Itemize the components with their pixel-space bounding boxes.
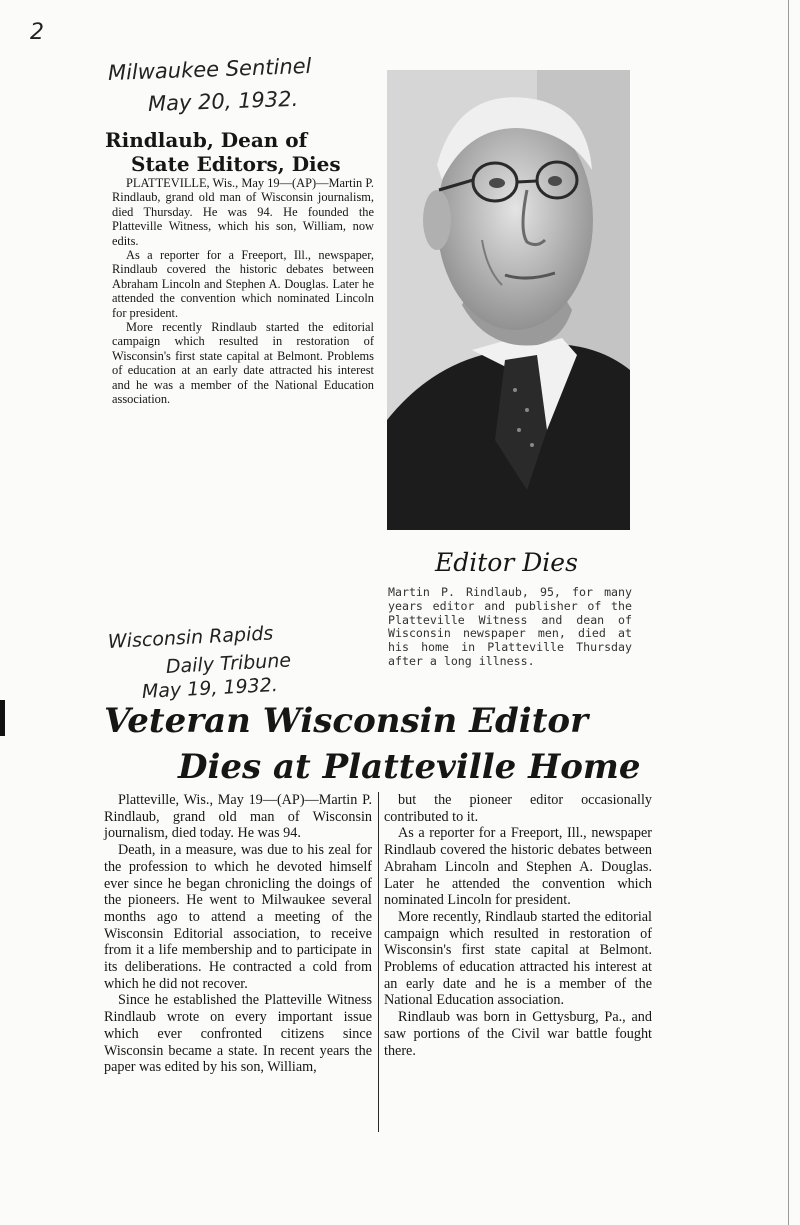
handwritten-line: Daily Tribune [165, 649, 292, 678]
photo-caption-title: Editor Dies [435, 548, 578, 577]
scan-edge-line [788, 0, 789, 1225]
article-paragraph: Since he established the Platteville Witness Rindlaub wrote on every important issue which ever confronted citizens since Wisconsin became a state. In recent years the paper was edited by his son, William, [104, 992, 372, 1076]
article-paragraph: More recently Rindlaub started the editorial campaign which resulted in restoration of Wisconsin's first state capital at Belmont. Problems of education at an early date attracted his interest and he was a member of the National Education association. [112, 320, 374, 407]
sentinel-article-body [112, 176, 374, 407]
handwritten-line: Milwaukee Sentinel [107, 53, 312, 85]
tribune-column-1 [104, 792, 372, 1076]
tribune-column-2 [384, 792, 652, 1059]
article-paragraph: PLATTEVILLE, Wis., May 19—(AP)—Martin P. Rindlaub, grand old man of Wisconsin journalism, died Thursday. He was 94. He founded the Platteville Witness, which his son, William, now edits. [112, 176, 374, 248]
portrait-photo [387, 70, 630, 530]
article-paragraph: As a reporter for a Freeport, Ill., newspaper Rindlaub covered the historic debates between Abraham Lincoln and Stephen A. Douglas. Later he attended the convention which nominated Lincoln for president. [384, 825, 652, 909]
headline-line: Rindlaub, Dean of [105, 128, 308, 152]
scan-edge-mark [0, 700, 5, 736]
headline-line: State Editors, Dies [131, 152, 341, 176]
handwritten-line: May 20, 1932. [147, 86, 299, 116]
sentinel-headline [105, 128, 395, 176]
article-paragraph: As a reporter for a Freeport, Ill., newspaper, Rindlaub covered the historic debates between Abraham Lincoln and Stephen A. Douglas. Later he attended the convention which nominated Lincoln for president. [112, 248, 374, 320]
headline-line: Dies at Platteville Home [178, 747, 641, 787]
article-paragraph: but the pioneer editor occasionally contributed to it. [384, 792, 652, 825]
handwritten-source-top [107, 53, 398, 120]
page-number: 2 [30, 20, 44, 45]
article-paragraph: Death, in a measure, was due to his zeal for the profession to which he devoted himself ever since he began chronicling the doings of the pioneers. He went to Milwaukee several months ago to attend a meeting of the Wisconsin Editorial association, to receive from it a life membership and to participate in its deliberations. He contracted a cold from which he did not recover. [104, 842, 372, 992]
article-paragraph: Platteville, Wis., May 19—(AP)—Martin P. Rindlaub, grand old man of Wisconsin journalism, died today. He was 94. [104, 792, 372, 842]
column-divider [378, 792, 379, 1132]
article-paragraph: Rindlaub was born in Gettysburg, Pa., and saw portions of the Civil war battle fought there. [384, 1009, 652, 1059]
handwritten-source-mid [107, 622, 368, 705]
headline-line: Veteran Wisconsin Editor [104, 701, 588, 741]
photo-caption-text: Martin P. Rindlaub, 95, for many years editor and publisher of the Platteville Witness and dean of Wisconsin newspaper men, died at his home in Platteville Thursday after a long illness. [388, 585, 632, 668]
handwritten-line: May 19, 1932. [141, 673, 279, 703]
handwritten-line: Wisconsin Rapids [107, 622, 274, 653]
article-paragraph: More recently, Rindlaub started the editorial campaign which resulted in restoration of Wisconsin's first state capital at Belmont. Problems of education attracted his interest at an early date and he is a member of the National Education association. [384, 908, 652, 1009]
tribune-headline [104, 698, 664, 790]
portrait-illustration [387, 70, 630, 530]
